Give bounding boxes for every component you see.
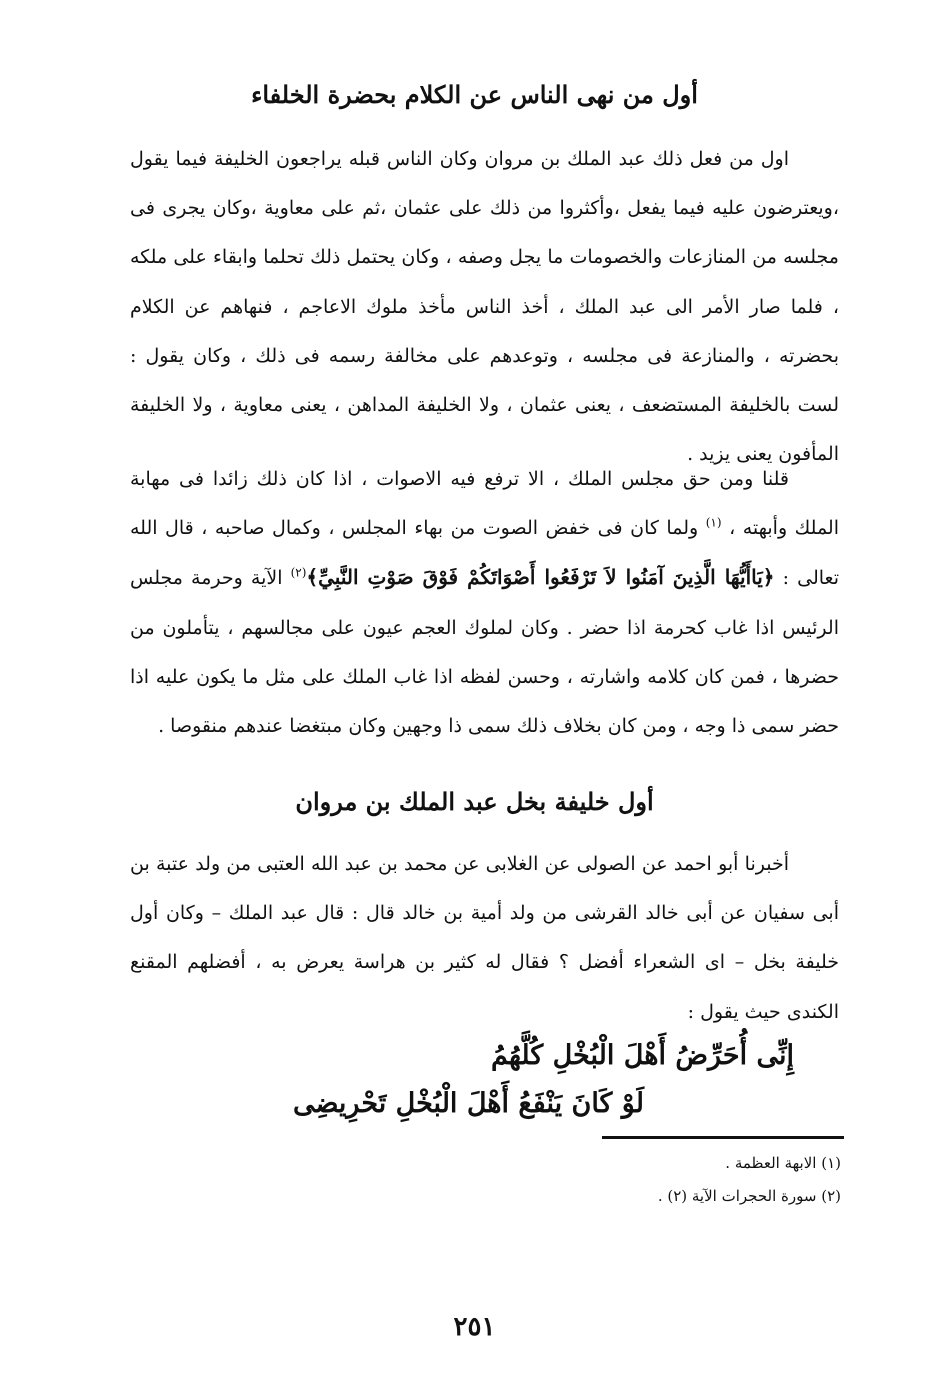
paragraph-2: [130, 455, 839, 751]
poem-verse-line-1: إِنِّى أُحَرِّضُ أَهْلَ الْبُخْلِ كُلَّهُمُ: [491, 1040, 794, 1071]
footnote-ref-1: (١): [705, 515, 722, 530]
paragraph-1: اول من فعل ذلك عبد الملك بن مروان وكان الناس قبله يراجعون الخليفة فيما يقول ،ويعترضون عليه فيما يفعل ،وأكثروا من ذلك على عثمان ،ثم على معاوية ،وكان يجرى فى مجلسه من المنازعات والخصومات ما يجل وصفه ، وكان يحتمل ذلك تحلما وابقاء على ملكه ، فلما صار الأمر الى عبد الملك ، أخذ الناس مأخذ ملوك الاعاجم ، فنهاهم عن الكلام بحضرته ، والمنازعة فى مجلسه ، وتوعدهم على مخالفة رسمه فى ذلك ، وكان يقول : لست بالخليفة المستضعف ، يعنى عثمان ، ولا الخليفة المداهن ، يعنى معاوية ، ولا الخليفة المأفون يعنى يزيد .: [130, 148, 839, 466]
paragraph-2-text-b: ولما كان فى خفض الصوت من بهاء المجلس ، وكمال صاحبه ، قال الله تعالى :: [130, 517, 839, 590]
poem-verse-line-2: لَوْ كَانَ يَنْفَعُ أَهْلَ الْبُخْلِ تَحْرِيضِى: [293, 1088, 644, 1119]
section-heading-1: أول من نهى الناس عن الكلام بحضرة الخلفاء: [251, 80, 698, 109]
section-heading-2: أول خليفة بخل عبد الملك بن مروان: [295, 787, 654, 816]
quran-verse: ﴿يَاأَيُّهَا الَّذِينَ آمَنُوا لاَ تَرْفَعُوا أَصْوَاتَكُمْ فَوْقَ صَوْتِ النَّبِيِّ﴾: [306, 565, 775, 590]
paragraph-2-text-a: قلنا ومن حق مجلس الملك ، الا ترفع فيه الاصوات ، اذا كان ذلك زائدا فى مهابة الملك وأبهته ،: [130, 468, 840, 540]
footnote-1: (١) الابهة العظمة .: [725, 1154, 841, 1172]
paragraph-3: أخبرنا أبو احمد عن الصولى عن الغلابى عن محمد بن عبد الله العتبى من ولد عتبة بن أبى سفيان عن أبى خالد القرشى من ولد أمية بن خالد قال : قال عبد الملك – وكان أول خليفة بخل – اى الشعراء أفضل ؟ فقال له كثير بن هراسة يعرض به ، أفضلهم المقنع الكندى حيث يقول :: [130, 853, 839, 1023]
paragraph-2-text-c: الآية وحرمة مجلس الرئيس اذا غاب كحرمة اذا حضر . وكان لملوك العجم عيون على مجالسهم ، يتأملون من حضرها ، فمن كان كلامه واشارته ، وحسن لفظه اذا غاب الملك على مثل ما يكون عليه اذا حضر سمى ذا وجه ، ومن كان بخلاف ذلك سمى ذا وجهين وكان مبتغضا عندهم منقوصا .: [130, 567, 839, 738]
footnote-divider: [602, 1136, 844, 1139]
page-number: ٢٥١: [453, 1312, 496, 1342]
footnote-2: (٢) سورة الحجرات الآية (٢) .: [657, 1187, 841, 1205]
footnote-ref-2: (٢): [290, 566, 307, 581]
